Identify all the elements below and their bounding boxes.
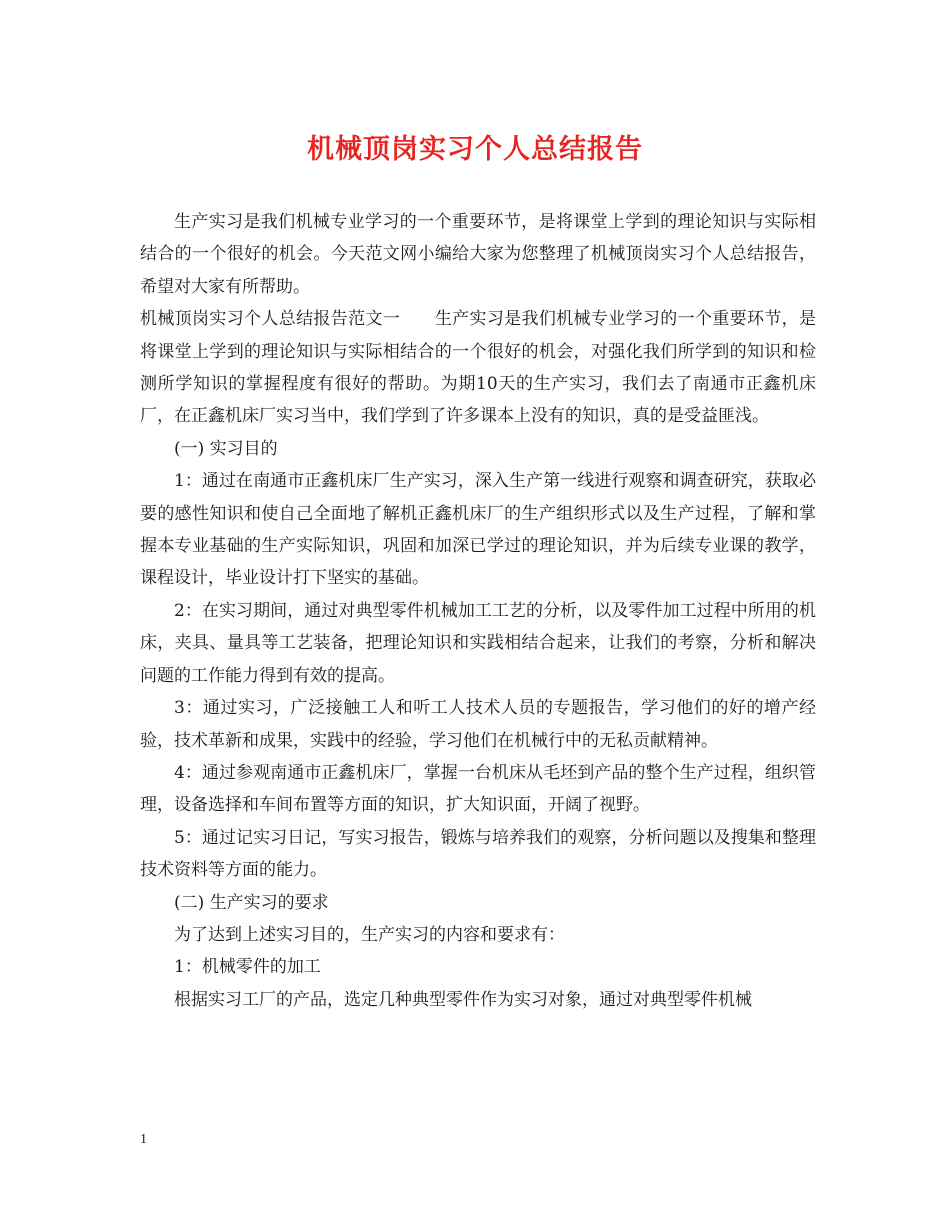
paragraph: 2：在实习期间，通过对典型零件机械加工工艺的分析，以及零件加工过程中所用的机床，夹具、量具等工艺装备，把理论知识和实践相结合起来，让我们的考察，分析和解决问题的工作能力得到有效的提高。 <box>140 600 816 686</box>
paragraph: 为了达到上述实习目的，生产实习的内容和要求有： <box>174 924 565 945</box>
page-number: 1 <box>140 1132 147 1147</box>
section-heading: (二) 生产实习的要求 <box>174 892 329 913</box>
section-heading: (一) 实习目的 <box>174 438 278 459</box>
paragraph: 3：通过实习，广泛接触工人和听工人技术人员的专题报告，学习他们的好的增产经验，技术革新和成果，实践中的经验，学习他们在机械行中的无私贡献精神。 <box>140 698 816 751</box>
document-body <box>140 206 816 1016</box>
paragraph: 5：通过记实习日记，写实习报告，锻炼与培养我们的观察，分析问题以及搜集和整理技术资料等方面的能力。 <box>140 827 816 881</box>
paragraph: 4：通过参观南通市正鑫机床厂，掌握一台机床从毛坯到产品的整个生产过程，组织管理，设备选择和车间布置等方面的知识，扩大知识面，开阔了视野。 <box>140 762 816 816</box>
paragraph: 机械顶岗实习个人总结报告范文一 生产实习是我们机械专业学习的一个重要环节，是将课堂上学到的理论知识与实际相结合的一个很好的机会，对强化我们所学到的知识和检测所学知识的掌握程度有很好的帮助。为期10天的生产实习，我们去了南通市正鑫机床厂，在正鑫机床厂实习当中，我们学到了许多课本上没有的知识，真的是受益匪浅。 <box>140 309 816 427</box>
paragraph: 生产实习是我们机械专业学习的一个重要环节，是将课堂上学到的理论知识与实际相结合的一个很好的机会。今天范文网小编给大家为您整理了机械顶岗实习个人总结报告，希望对大家有所帮助。 <box>140 212 816 297</box>
document-title: 机械顶岗实习个人总结报告 <box>307 134 643 165</box>
paragraph: 1：通过在南通市正鑫机床厂生产实习，深入生产第一线进行观察和调查研究，获取必要的感性知识和使自己全面地了解机正鑫机床厂的生产组织形式以及生产过程，了解和掌握本专业基础的生产实际知识，巩固和加深已学过的理论知识，并为后续专业课的教学，课程设计，毕业设计打下坚实的基础。 <box>140 471 816 589</box>
paragraph: 1：机械零件的加工 <box>174 957 321 978</box>
paragraph: 根据实习工厂的产品，选定几种典型零件作为实习对象，通过对典型零件机械 <box>174 989 752 1010</box>
